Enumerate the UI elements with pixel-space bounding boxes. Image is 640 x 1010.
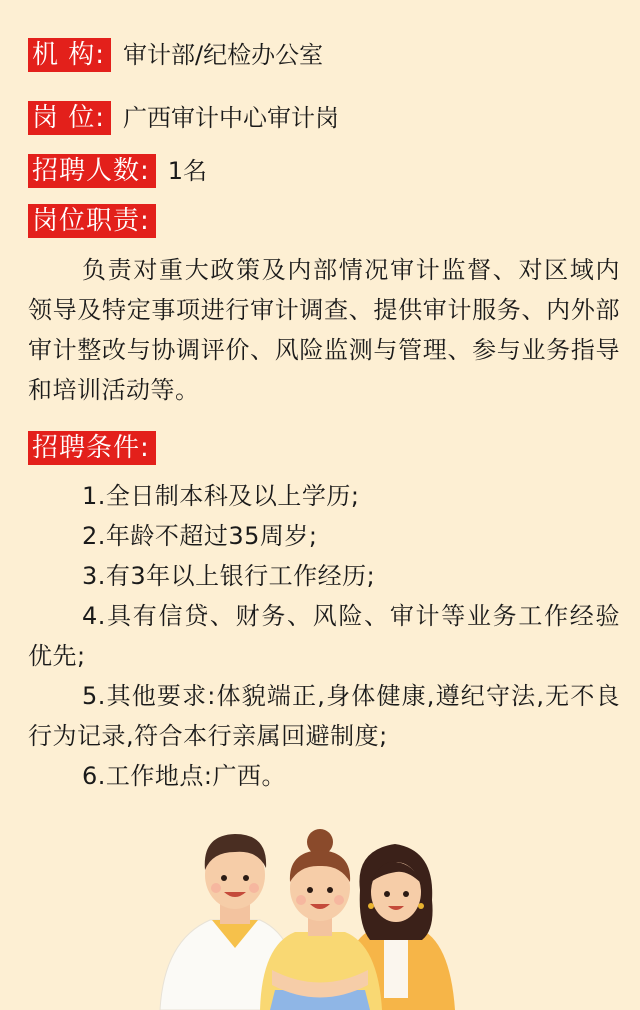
headcount-row xyxy=(28,154,207,188)
requirement-item: 5.其他要求:体貌端正,身体健康,遵纪守法,无不良行为记录,符合本行亲属回避制度; xyxy=(28,682,620,750)
requirements-heading-row xyxy=(28,431,156,465)
duties-heading-row xyxy=(28,204,156,238)
position-label: 岗 位: xyxy=(28,101,111,135)
position-value: 广西审计中心审计岗 xyxy=(123,104,340,132)
requirements-list xyxy=(28,476,620,796)
duties-text: 负责对重大政策及内部情况审计监督、对区域内领导及特定事项进行审计调查、提供审计服务、内外部审计整改与协调评价、风险监测与管理、参与业务指导和培训活动等。 xyxy=(28,256,620,404)
requirement-item: 3.有3年以上银行工作经历; xyxy=(82,562,376,590)
headcount-value: 1名 xyxy=(167,157,208,185)
requirement-item: 1.全日制本科及以上学历; xyxy=(82,482,360,510)
institution-label: 机 构: xyxy=(28,38,111,72)
requirement-item: 6.工作地点:广西。 xyxy=(82,762,286,790)
institution-value: 审计部/纪检办公室 xyxy=(123,41,324,69)
requirement-item: 2.年龄不超过35周岁; xyxy=(82,522,318,550)
requirement-item: 4.具有信贷、财务、风险、审计等业务工作经验优先; xyxy=(28,602,620,670)
requirements-label: 招聘条件: xyxy=(28,431,156,465)
position-row xyxy=(28,101,339,135)
headcount-label: 招聘人数: xyxy=(28,154,156,188)
duties-label: 岗位职责: xyxy=(28,204,156,238)
institution-row xyxy=(28,38,323,72)
three-people-illustration xyxy=(150,820,470,1010)
